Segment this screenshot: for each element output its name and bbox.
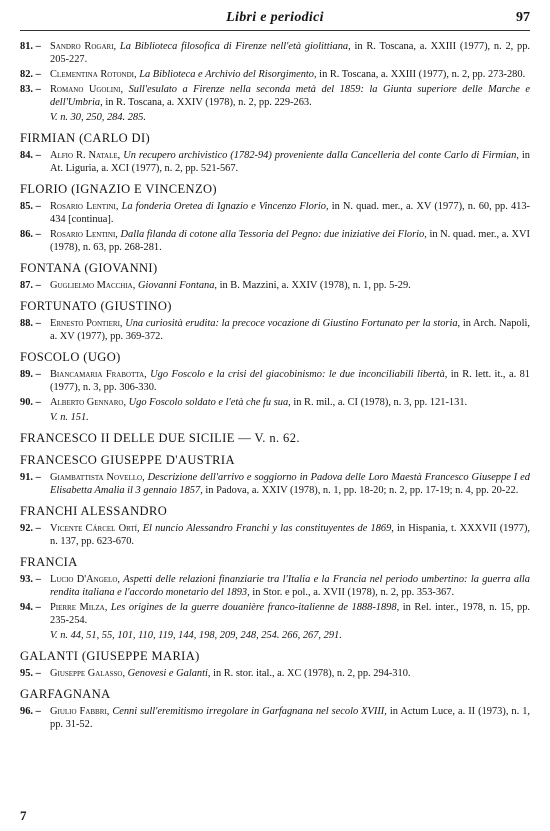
entry-number: 84. –: [20, 150, 41, 161]
entry-number: 91. –: [20, 472, 41, 483]
section-heading: GALANTI (GIUSEPPE MARIA): [20, 649, 200, 663]
entry-author: Vicente Cárcel Ortí: [50, 523, 137, 534]
section-heading: FLORIO (IGNAZIO E VINCENZO): [20, 182, 217, 196]
entry-citation: , in Rel. inter., 1978, n. 15, pp. 235-254.: [50, 602, 530, 626]
bibliography-entry: 94. – Pierre Milza, Les origines de la guerre douanière franco-italienne de 1888-1898, in Rel. inter., 1978, n. 15, pp. 235-254.: [20, 602, 530, 626]
section-heading: FONTANA (GIOVANNI): [20, 261, 158, 275]
entry-number: 88. –: [20, 318, 41, 329]
entry-author: Giulio Fabbri: [50, 706, 107, 717]
section-heading: GARFAGNANA: [20, 687, 111, 701]
bibliography-entry: 88. – Ernesto Pontieri, Una curiosità erudita: la precoce vocazione di Giustino Fortunato per la storia, in Arch. Napoli, a. XV (1977), pp. 369-372.: [20, 318, 530, 342]
entry-author: Alfio R. Natale: [50, 150, 118, 161]
entry-author: Sandro Rogari: [50, 41, 114, 52]
cross-reference: V. n. 44, 51, 55, 101, 110, 119, 144, 198, 209, 248, 254. 266, 267, 291.: [50, 630, 342, 641]
entry-title: Genovesi e Galanti: [127, 668, 208, 679]
entry-citation: , in R. Toscana, a. XXIII (1977), n. 2, pp. 205-227.: [50, 41, 531, 65]
entry-author: Biancamaria Frabotta: [50, 369, 145, 380]
entry-number: 96. –: [20, 706, 41, 717]
entry-author: Rosario Lentini: [50, 201, 116, 212]
entry-author: Giambattista Novello: [50, 472, 143, 483]
entry-citation: , in R. Toscana, a. XXIV (1978), n. 2, pp. 229-263.: [100, 97, 312, 108]
entry-number: 86. –: [20, 229, 41, 240]
bibliography-entry: 84. – Alfio R. Natale, Un recupero archivistico (1782-94) proveniente dalla Cancelleria del conte Carlo di Firmian, in At. Liguria, a. XCI (1977), n. 2, pp. 521-567.: [20, 150, 530, 174]
entry-citation: , in Padova, a. XXIV (1978), n. 1, pp. 18-20; n. 2, pp. 17-19; n. 4, pp. 20-22.: [200, 485, 519, 496]
entry-author: Alberto Gennaro: [50, 397, 124, 408]
entry-citation: , in N. quad. mer., a. XV (1977), n. 60, pp. 413-434 [continua].: [50, 201, 531, 225]
entry-title: Cenni sull'eremitismo irregolare in Garfagnana nel secolo XVIII: [112, 706, 385, 717]
running-header: [20, 8, 530, 31]
bibliography-entry: 81. – Sandro Rogari, La Biblioteca filosofica di Firenze nell'età giolittiana, in R. Toscana, a. XXIII (1977), n. 2, pp. 205-227.: [20, 41, 531, 65]
entry-author: Giuseppe Galasso: [50, 668, 123, 679]
entry-author: Clementina Rotondi: [50, 69, 134, 80]
bibliography-entry: 89. – Biancamaria Frabotta, Ugo Foscolo e la crisi del giacobinismo: le due inconciliabili libertà, in R. lett. it., a. 81 (1977), n. 3, pp. 306-330.: [20, 369, 530, 393]
entry-title: Les origines de la guerre douanière franco-italienne de 1888-1898: [110, 602, 397, 613]
entry-author: Ernesto Pontieri: [50, 318, 120, 329]
entry-title: La fonderia Oretea di Ignazio e Vincenzo Florio: [121, 201, 326, 212]
entry-citation: , in Hispania, t. XXXVII (1977), n. 137, pp. 623-670.: [50, 523, 530, 547]
bibliography-entry: 87. – Guglielmo Macchia, Giovanni Fontana, in B. Mazzini, a. XXIV (1978), n. 1, pp. 5-29.: [20, 280, 411, 291]
entry-title: Una curiosità erudita: la precoce vocazione di Giustino Fortunato per la storia: [125, 318, 458, 329]
entry-title: Ugo Foscolo soldato e l'età che fu sua: [128, 397, 289, 408]
entry-author: Lucio D'Angelo: [50, 574, 118, 585]
entry-number: 94. –: [20, 602, 41, 613]
section-heading: FRANCESCO II DELLE DUE SICILIE — V. n. 62.: [20, 431, 300, 445]
entry-citation: , in Stor. e pol., a. XVII (1978), n. 2, pp. 353-367.: [247, 587, 455, 598]
bibliography-entry: 93. – Lucio D'Angelo, Aspetti delle relazioni finanziarie tra l'Italia e la Francia nel periodo umbertino: la guerra alla rendita italiana e l'accordo monetario del 1893, in Stor. e pol., a. XVII (1978), n. 2, pp. 353-367.: [20, 574, 530, 598]
entry-title: La Biblioteca filosofica di Firenze nell'età giolittiana: [119, 41, 349, 52]
section-heading: FOSCOLO (UGO): [20, 350, 121, 364]
entry-citation: , in N. quad. mer., a. XVI (1978), n. 63, pp. 268-281.: [50, 229, 530, 253]
bibliography-list: [20, 40, 530, 733]
entry-citation: , in R. mil., a. CI (1978), n. 3, pp. 121-131.: [288, 397, 468, 408]
signature-mark: 7: [20, 808, 27, 823]
entry-citation: , in Actum Luce, a. II (1973), n. 1, pp. 31-52.: [50, 706, 530, 730]
entry-author: Romano Ugolini: [50, 84, 121, 95]
page-number: 97: [516, 10, 530, 25]
entry-number: 83. –: [20, 84, 41, 95]
entry-number: 87. –: [20, 280, 41, 291]
cross-reference: V. n. 30, 250, 284. 285.: [50, 112, 146, 123]
entry-title: Descrizione dell'arrivo e soggiorno in Padova delle Loro Maestà Francesco Giuseppe I ed Elisabetta Amalia il 3 gennaio 1857: [50, 472, 530, 496]
entry-author: Rosario Lentini: [50, 229, 116, 240]
entry-author: Guglielmo Macchia: [50, 280, 133, 291]
bibliography-entry: 83. – Romano Ugolini, Sull'esulato a Firenze nella seconda metà del 1859: la Giunta superiore delle Marche e dell'Umbria, in R. Toscana, a. XXIV (1978), n. 2, pp. 229-263.: [20, 84, 530, 108]
section-heading: FORTUNATO (GIUSTINO): [20, 299, 172, 313]
entry-citation: , in R. lett. it., a. 81 (1977), n. 3, pp. 306-330.: [50, 369, 530, 393]
entry-number: 89. –: [20, 369, 41, 380]
entry-title: Un recupero archivistico (1782-94) proveniente dalla Cancelleria del conte Carlo di Firmian: [123, 150, 517, 161]
entry-number: 95. –: [20, 668, 41, 679]
cross-reference: V. n. 151.: [50, 412, 89, 423]
bibliography-entry: 95. – Giuseppe Galasso, Genovesi e Galanti, in R. stor. ital., a. XC (1978), n. 2, pp. 294-310.: [20, 668, 411, 679]
section-heading: FRANCESCO GIUSEPPE D'AUSTRIA: [20, 453, 235, 467]
bibliography-entry: 92. – Vicente Cárcel Ortí, El nuncio Alessandro Franchi y las constituyentes de 1869, in Hispania, t. XXXVII (1977), n. 137, pp. 623-670.: [20, 523, 530, 547]
section-heading: FRANCIA: [20, 555, 78, 569]
entry-title: Giovanni Fontana: [137, 280, 215, 291]
entry-title: El nuncio Alessandro Franchi y las constituyentes de 1869: [142, 523, 392, 534]
entry-title: Sull'esulato a Firenze nella seconda metà del 1859: la Giunta superiore delle Marche e dell'Umbria: [50, 84, 530, 108]
bibliography-entry: 96. – Giulio Fabbri, Cenni sull'eremitismo irregolare in Garfagnana nel secolo XVIII, in Actum Luce, a. II (1973), n. 1, pp. 31-52.: [20, 706, 530, 730]
section-heading: FIRMIAN (CARLO DI): [20, 131, 151, 145]
entry-author: Pierre Milza: [50, 602, 105, 613]
entry-number: 90. –: [20, 397, 41, 408]
entry-citation: , in B. Mazzini, a. XXIV (1978), n. 1, pp. 5-29.: [214, 280, 411, 291]
running-title: Libri e periodici: [226, 10, 324, 25]
entry-number: 82. –: [20, 69, 41, 80]
section-heading: FRANCHI ALESSANDRO: [20, 504, 168, 518]
bibliography-entry: 85. – Rosario Lentini, La fonderia Oretea di Ignazio e Vincenzo Florio, in N. quad. mer., a. XV (1977), n. 60, pp. 413-434 [continua].: [20, 201, 531, 225]
entry-citation: , in R. stor. ital., a. XC (1978), n. 2, pp. 294-310.: [207, 668, 411, 679]
entry-citation: , in R. Toscana, a. XXIII (1977), n. 2, pp. 273-280.: [313, 69, 526, 80]
bibliography-entry: 90. – Alberto Gennaro, Ugo Foscolo soldato e l'età che fu sua, in R. mil., a. CI (1978), n. 3, pp. 121-131.: [20, 397, 468, 408]
entry-number: 81. –: [20, 41, 41, 52]
bibliography-entry: 82. – Clementina Rotondi, La Biblioteca e Archivio del Risorgimento, in R. Toscana, a. XXIII (1977), n. 2, pp. 273-280.: [20, 69, 526, 80]
entry-title: La Biblioteca e Archivio del Risorgimento: [139, 69, 314, 80]
entry-number: 93. –: [20, 574, 41, 585]
entry-citation: , in Arch. Napoli, a. XV (1977), pp. 369-372.: [50, 318, 530, 342]
entry-title: Ugo Foscolo e la crisi del giacobinismo: le due inconciliabili libertà: [150, 369, 445, 380]
entry-title: Aspetti delle relazioni finanziarie tra l'Italia e la Francia nel periodo umbertino: la guerra alla rendita italiana e l'accordo monetario del 1893: [50, 574, 530, 598]
bibliography-entry: 86. – Rosario Lentini, Dalla filanda di cotone alla Tessoria del Pegno: due iniziative dei Florio, in N. quad. mer., a. XVI (1978), n. 63, pp. 268-281.: [20, 229, 530, 253]
entry-citation: , in At. Liguria, a. XCI (1977), n. 2, pp. 521-567.: [50, 150, 530, 174]
entry-title: Dalla filanda di cotone alla Tessoria del Pegno: due iniziative dei Florio: [120, 229, 425, 240]
entry-number: 92. –: [20, 523, 41, 534]
bibliography-entry: 91. – Giambattista Novello, Descrizione dell'arrivo e soggiorno in Padova delle Loro Maestà Francesco Giuseppe I ed Elisabetta Amalia il 3 gennaio 1857, in Padova, a. XXIV (1978), n. 1, pp. 18-20; n. 2, pp. 17-19; n. 4, pp. 20-22.: [20, 472, 530, 496]
entry-number: 85. –: [20, 201, 41, 212]
